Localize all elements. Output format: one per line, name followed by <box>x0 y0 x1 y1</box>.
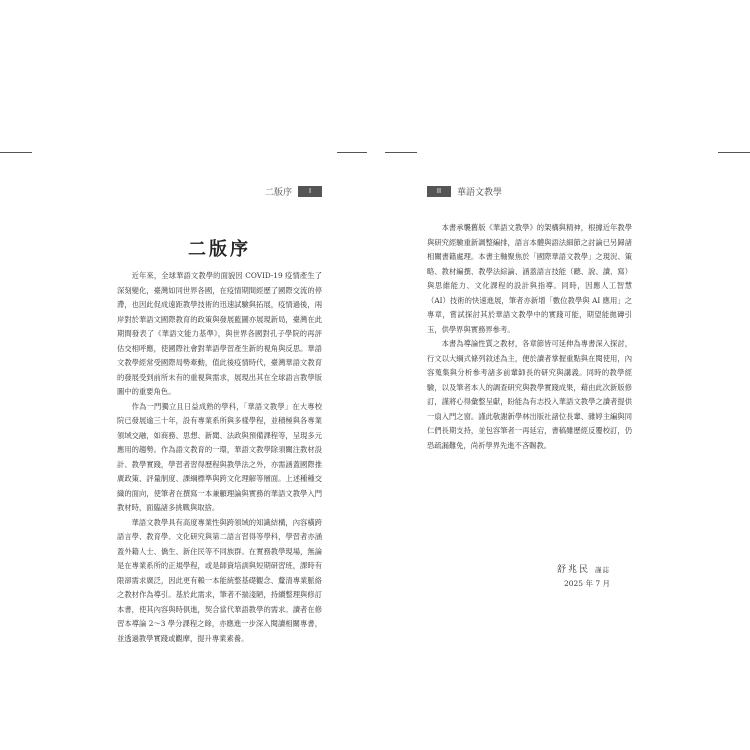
right-page-number: II <box>427 186 451 197</box>
preface-title: 二版序 <box>188 239 251 260</box>
signature-name: 舒兆民 <box>556 565 590 575</box>
crop-mark-gutter-left <box>337 152 367 153</box>
crop-mark-right <box>718 152 750 153</box>
crop-mark-gutter-right <box>385 152 417 153</box>
left-body <box>117 269 322 646</box>
signature <box>557 562 610 575</box>
right-running-head-text: 華語文教學 <box>457 188 503 198</box>
left-page-number: I <box>298 186 322 197</box>
crop-mark-left <box>0 152 32 153</box>
left-running-head-text: 二版序 <box>264 188 292 198</box>
right-paragraph-1: 本書承襲舊版《華語文教學》的架構與精神，根據近年教學與研究經驗重新調整編排，語言本體與語法細節之討論已另歸諸相關書籍處理。本書主軸聚焦於「國際華語文教學」之現況、策略、教材編撰、教學法綜論、涵蓋語言技能（聽、說、讀、寫）與思維能力、文化課程的設計與指導。同時，因應人工智慧（AI）技術的快速進展，筆者亦新增「數位教學與 AI 應用」之專章，嘗試探討其於華語文教學中的實踐可能，期望能拋磚引玉，供學界與實務界參考。 <box>427 223 632 334</box>
left-paragraph-2: 作為一門獨立且日益成熟的學科，「華語文教學」在大專校院已發展逾三十年，設有專業系所與多樣學程，並積極與各專業領域交融，如商務、思想、新聞、法政與預備課程等，呈現多元應用的趨勢。作為語文教育的一環，華語文教學除須關注教材設計、教學實踐，學習者習得歷程與教學法之外，亦需涵蓋國際推廣政策、評量制度、課綱標準與跨文化理解等層面。上述種種交織的面向，使筆者在撰寫一本兼顧理論與實務的華語文教學入門教材時，面臨諸多挑戰與取捨。 <box>117 401 322 512</box>
right-paragraph-2: 本書為導論性質之教材，各章節皆可延伸為專書深入探討，行文以大綱式條列敘述為主，便於讀者掌握重點與在閱使用，內容蒐集與分析參考諸多前輩師長的研究與講義。同時的教學經驗，以及筆者本人的調查研究與教學實踐成果，藉由此次新版修訂，謹將心得彙整呈獻，盼能為有志投入華語文教學之讀者提供一扇入門之窗。謹此敬謝新學林出版社諸位長輩、雜婷主編與同仁們長期支持，並包容筆者一再延宕，書稿雖歷經反覆校訂，仍恐疏漏難免，尚祈學界先進不吝賜教。 <box>427 339 632 450</box>
signature-date: 2025 年 7 月 <box>563 579 610 588</box>
right-running-header <box>427 185 502 198</box>
left-paragraph-1: 近年來，全球華語文教學的面貌因 COVID-19 疫情產生了深刻變化，臺灣如同世界各國，在疫情期間經歷了國際交流的停滯，也因此促成遠距教學技術的迅速試驗與拓展，疫情過後，兩岸對於華語文國際教育的政策與發展藍圖亦展現新局，臺灣在此期間發表了《華語文能力基準》，與世界各國對孔子學院的再評估交相呼應，使國際社會對華語學習產生新的視角與反思。華語文教學經常受國際局勢牽動，值此後疫情時代，臺灣華語文教育的發展受到前所未有的重視與需求，展現出其在全球語言教學版圖中的重要角色。 <box>117 271 322 396</box>
signature-suffix: 謹誌 <box>595 566 610 574</box>
right-body <box>427 221 632 453</box>
left-paragraph-3: 華語文教學具有高度專業性與跨領域的知識結構，內容橫跨語言學、教育學、文化研究與第二語言習得等學科，學習者亦涵蓋外籍人士、僑生、新住民等不同族群。在實務教學現場，無論是在專業系所的正規學程，或是師資培訓與短期研習班，課時有限卻需求廣泛，因此更有賴一本能統整基礎觀念、釐清專業脈絡之教材作為導引。基於此需求，筆者不揣淺陋，持續整理與修訂本書，使其內容與時俱進，契合當代華語教學的需求。讀者在修習本導論 2～3 學分課程之餘，亦應進一步深入閱讀相關專書，並透過教學實踐或觀摩，提升專業素養。 <box>117 517 322 643</box>
left-running-header <box>265 185 322 198</box>
